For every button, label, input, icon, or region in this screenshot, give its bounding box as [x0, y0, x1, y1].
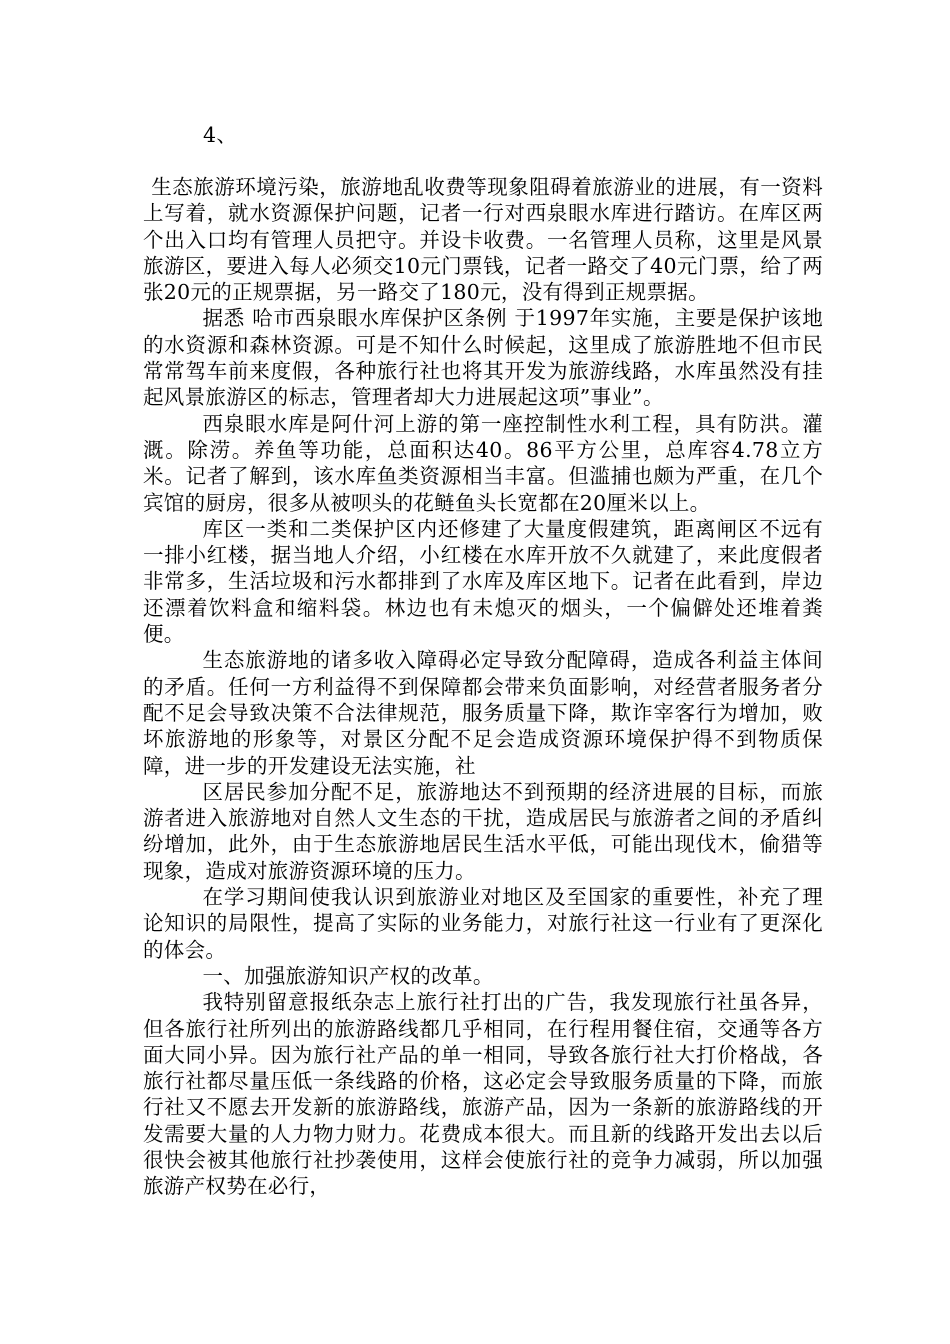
paragraph-6: 区居民参加分配不足，旅游地达不到预期的经济进展的目标，而旅游者进入旅游地对自然人文生态的干扰，造成居民与旅游者之间的矛盾纠纷增加，此外，由于生态旅游地居民生活水平低，可能出现伐木，偷猎等现象，造成对旅游资源环境的压力。	[143, 779, 823, 883]
paragraph-8: 我特别留意报纸杂志上旅行社打出的广告，我发现旅行社虽各异，但各旅行社所列出的旅游路线都几乎相同，在行程用餐住宿，交通等各方面大同小异。因为旅行社产品的单一相同，导致各旅行社大打价格战，各旅行社都尽量压低一条线路的价格，这必定会导致服务质量的下降，而旅行社又不愿去开发新的旅游路线，旅游产品，因为一条新的旅游路线的开发需要大量的人力物力财力。花费成本很大。而且新的线路开发出去以后很快会被其他旅行社抄袭使用，这样会使旅行社的竞争力减弱，所以加强旅游产权势在必行，	[143, 990, 823, 1199]
paragraph-7: 在学习期间使我认识到旅游业对地区及至国家的重要性，补充了理论知识的局限性，提高了实际的业务能力，对旅行社这一行业有了更深化的体会。	[143, 885, 823, 962]
section-number: 4、	[203, 123, 238, 147]
paragraph-1: 生态旅游环境污染，旅游地乱收费等现象阻碍着旅游业的进展，有一资料上写着，就水资源保护问题，记者一行对西泉眼水库进行踏访。在库区两个出入口均有管理人员把守。并设卡收费。一名管理人员称，这里是风景旅游区，要进入每人必须交10元门票钱，记者一路交了40元门票，给了两张20元的正规票据，另一路交了180元，没有得到正规票据。	[143, 175, 823, 305]
paragraph-4: 库区一类和二类保护区内还修建了大量度假建筑，距离闸区不远有一排小红楼，据当地人介绍，小红楼在水库开放不久就建了，来此度假者非常多，生活垃圾和污水都排到了水库及库区地下。记者在此看到，岸边还漂着饮料盒和缩料袋。林边也有未熄灭的烟头，一个偏僻处还堆着粪便。	[143, 516, 823, 647]
paragraph-3: 西泉眼水库是阿什河上游的第一座控制性水利工程，具有防洪。灌溉。除涝。养鱼等功能，总面积达40。86平方公里，总库容4.78立方米。记者了解到，该水库鱼类资源相当丰富。但滥捕也颇为严重，在几个宾馆的厨房，很多从被呗头的花鲢鱼头长宽都在20厘米以上。	[143, 411, 823, 515]
paragraph-2: 据悉 哈市西泉眼水库保护区条例 于1997年实施，主要是保护该地的水资源和森林资源。可是不知什么时候起，这里成了旅游胜地不但市民常常驾车前来度假，各种旅行社也将其开发为旅游线路，水库虽然没有挂起风景旅游区的标志，管理者却大力进展起这项”事业”。	[143, 306, 823, 410]
paragraph-5: 生态旅游地的诸多收入障碍必定导致分配障碍，造成各利益主体间的矛盾。任何一方利益得不到保障都会带来负面影响，对经营者服务者分配不足会导致决策不合法律规范，服务质量下降，欺诈宰客行为增加，败坏旅游地的形象等，对景区分配不足会造成资源环境保护得不到物质保障，进一步的开发建设无法实施，社	[143, 648, 823, 778]
spacer	[143, 148, 823, 174]
document-body	[143, 122, 823, 1200]
section-heading: 一、加强旅游知识产权的改革。	[202, 963, 494, 988]
